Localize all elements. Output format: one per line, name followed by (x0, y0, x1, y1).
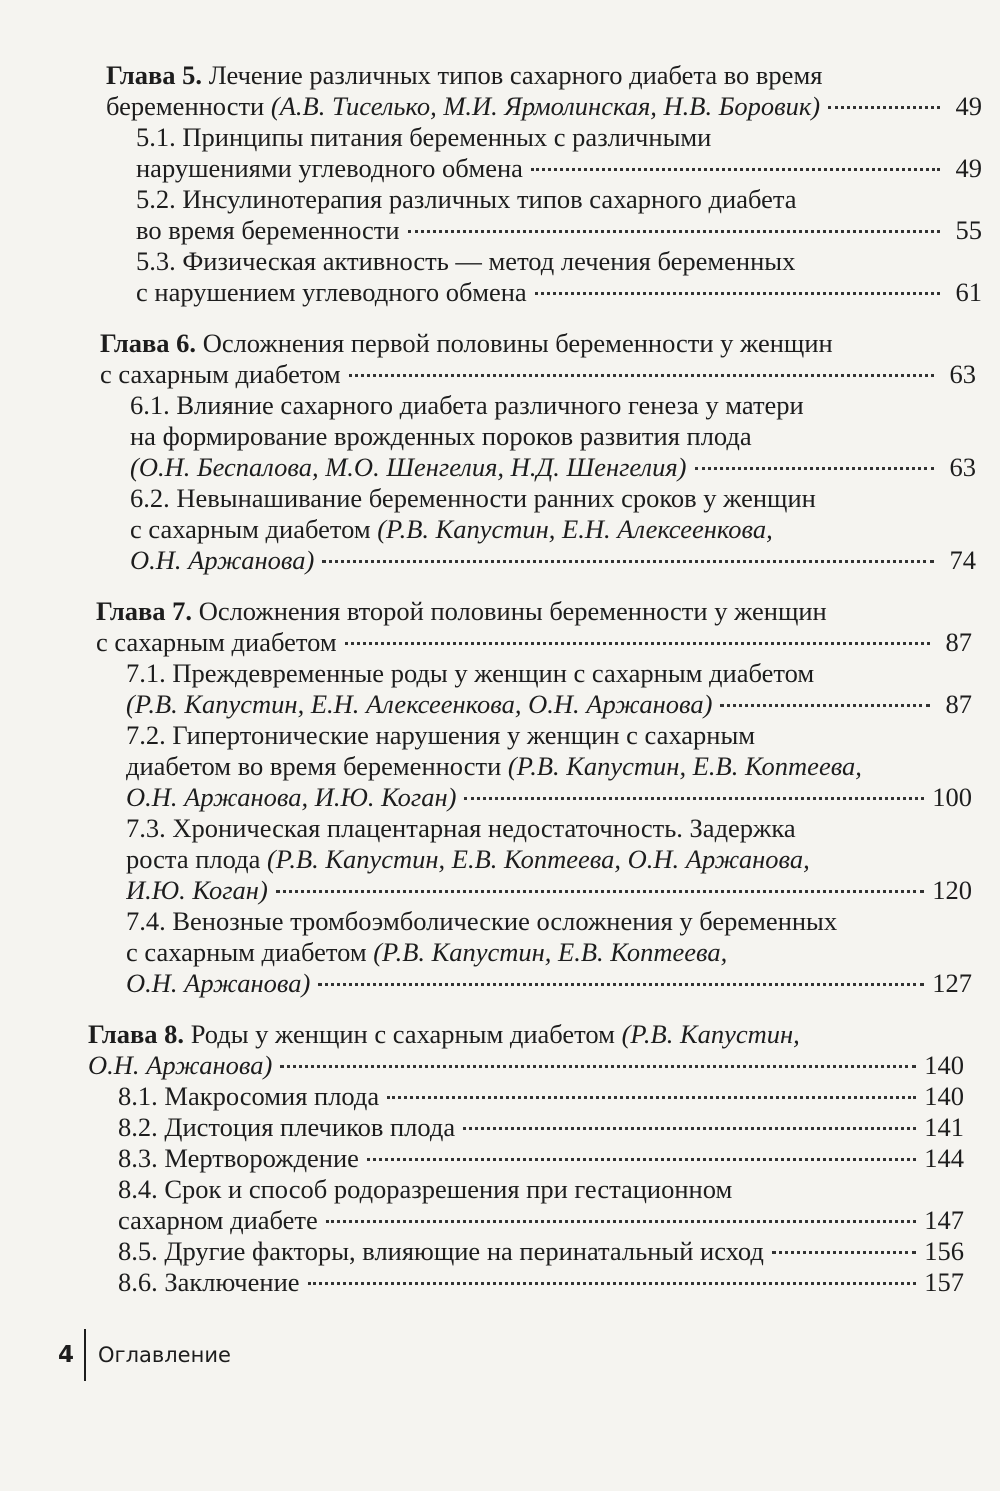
dot-leader (720, 704, 930, 707)
page-number: 49 (955, 91, 982, 121)
page-number: 55 (955, 215, 982, 245)
section-8-1[interactable]: 8.1. Макросомия плода 140 (118, 1081, 964, 1111)
page-number: 100 (932, 782, 972, 812)
section-6-2[interactable]: 6.2. Невынашивание беременности ранних сроков у женщин с сахарным диабетом (Р.В. Капустин, Е.Н. Алексеенкова, О.Н. Аржанова) 74 (130, 483, 976, 575)
dot-leader (276, 890, 924, 893)
footer-section-title: Оглавление (98, 1343, 231, 1367)
section-7-3[interactable]: 7.3. Хроническая плацентарная недостаточность. Задержка роста плода (Р.В. Капустин, Е.В. Коптеева, О.Н. Аржанова, И.Ю. Коган) 120 (126, 813, 972, 905)
page-number: 63 (949, 452, 976, 482)
section-5-2[interactable]: 5.2. Инсулинотерапия различных типов сахарного диабета во время беременности 55 (136, 184, 982, 245)
dot-leader (367, 1158, 916, 1161)
authors: О.Н. Аржанова) (130, 545, 315, 575)
dot-leader (322, 560, 934, 563)
page-number: 156 (924, 1236, 964, 1266)
authors: О.Н. Аржанова, И.Ю. Коган) (126, 782, 457, 812)
dot-leader (387, 1096, 916, 1099)
section-8-6[interactable]: 8.6. Заключение 157 (118, 1267, 964, 1297)
page-number: 74 (949, 545, 976, 575)
section-5-3[interactable]: 5.3. Физическая активность — метод лечения беременных с нарушением углеводного обмена 61 (136, 246, 982, 307)
chapter-heading (88, 1019, 964, 1050)
chapter-title: Лечение различных типов сахарного диабета во время (202, 60, 823, 90)
chapter-heading (100, 328, 976, 359)
dot-leader (463, 1127, 916, 1130)
chapter-8 (88, 1019, 964, 1298)
page-number: 140 (924, 1050, 964, 1080)
section-6-1[interactable]: 6.1. Влияние сахарного диабета различного генеза у матери на формирование врожденных пороков развития плода (О.Н. Беспалова, М.О. Шенгелия, Н.Д. Шенгелия) 63 (130, 390, 976, 482)
chapter-title: Осложнения первой половины беременности у женщин (196, 328, 833, 358)
page-number: 140 (924, 1081, 964, 1111)
chapter-5 (106, 60, 982, 308)
page-number: 127 (932, 968, 972, 998)
dot-leader (535, 292, 940, 295)
section-7-2[interactable]: 7.2. Гипертонические нарушения у женщин с сахарным диабетом во время беременности (Р.В. Капустин, Е.В. Коптеева, О.Н. Аржанова, И.Ю. Коган) 100 (126, 720, 972, 812)
chapter-6 (100, 328, 976, 576)
chapter-label: Глава 7. (96, 596, 193, 626)
toc-entry[interactable]: с сахарным диабетом 87 (96, 627, 972, 657)
page-number: 87 (945, 627, 972, 657)
authors: О.Н. Аржанова) (126, 968, 311, 998)
dot-leader (828, 106, 940, 109)
authors: (Р.В. Капустин, Е.В. Коптеева, (507, 751, 862, 781)
authors: (Р.В. Капустин, Е.Н. Алексеенкова, (377, 514, 773, 544)
page-footer (58, 1329, 231, 1381)
authors: (Р.В. Капустин, Е.Н. Алексеенкова, О.Н. Аржанова) (126, 689, 713, 719)
chapter-heading (106, 60, 982, 91)
chapter-label: Глава 8. (88, 1019, 185, 1049)
toc-entry[interactable]: с сахарным диабетом 63 (100, 359, 976, 389)
dot-leader (772, 1251, 916, 1254)
chapter-label: Глава 6. (100, 328, 197, 358)
page-number: 87 (945, 689, 972, 719)
section-7-4[interactable]: 7.4. Венозные тромбоэмболические осложнения у беременных с сахарным диабетом (Р.В. Капустин, Е.В. Коптеева, О.Н. Аржанова) 127 (126, 906, 972, 998)
dot-leader (318, 983, 924, 986)
table-of-contents (88, 60, 982, 1318)
section-8-3[interactable]: 8.3. Мертворождение 144 (118, 1143, 964, 1173)
page-number: 141 (924, 1112, 964, 1142)
dot-leader (308, 1282, 917, 1285)
page-number: 147 (924, 1205, 964, 1235)
section-7-1[interactable]: 7.1. Преждевременные роды у женщин с сахарным диабетом (Р.В. Капустин, Е.Н. Алексеенкова, О.Н. Аржанова) 87 (126, 658, 972, 719)
dot-leader (326, 1220, 917, 1223)
dot-leader (408, 230, 940, 233)
dot-leader (349, 374, 934, 377)
page-number: 157 (924, 1267, 964, 1297)
section-8-4[interactable]: 8.4. Срок и способ родоразрешения при гестационном сахарном диабете 147 (118, 1174, 964, 1235)
section-8-2[interactable]: 8.2. Дистоция плечиков плода 141 (118, 1112, 964, 1142)
dot-leader (531, 168, 940, 171)
dot-leader (695, 467, 935, 470)
chapter-7 (96, 596, 972, 999)
dot-leader (280, 1065, 916, 1068)
section-5-1[interactable]: 5.1. Принципы питания беременных с различными нарушениями углеводного обмена 49 (136, 122, 982, 183)
section-8-5[interactable]: 8.5. Другие факторы, влияющие на перинатальный исход 156 (118, 1236, 964, 1266)
page-number: 49 (955, 153, 982, 183)
authors: (О.Н. Беспалова, М.О. Шенгелия, Н.Д. Шенгелия) (130, 452, 687, 482)
authors: (Р.В. Капустин, Е.В. Коптеева, О.Н. Аржанова, (266, 844, 810, 874)
chapter-heading (96, 596, 972, 627)
toc-entry[interactable]: беременности (А.В. Тиселько, М.И. Ярмолинская, Н.В. Боровик) 49 (106, 91, 982, 121)
chapter-label: Глава 5. (106, 60, 203, 90)
dot-leader (345, 642, 930, 645)
footer-divider (84, 1329, 86, 1381)
authors: О.Н. Аржанова) (88, 1050, 273, 1080)
authors: (А.В. Тиселько, М.И. Ярмолинская, Н.В. Боровик) (270, 91, 821, 121)
page-number: 144 (924, 1143, 964, 1173)
page-number: 120 (932, 875, 972, 905)
page-number: 61 (955, 277, 982, 307)
dot-leader (464, 797, 924, 800)
authors: (Р.В. Капустин, Е.В. Коптеева, (373, 937, 728, 967)
page-number: 63 (949, 359, 976, 389)
chapter-title: Роды у женщин с сахарным диабетом (184, 1019, 622, 1049)
authors: И.Ю. Коган) (126, 875, 268, 905)
toc-entry[interactable] (88, 1050, 964, 1081)
chapter-title: Осложнения второй половины беременности у женщин (192, 596, 827, 626)
authors: (Р.В. Капустин, (621, 1019, 800, 1049)
footer-page-number: 4 (58, 1342, 75, 1368)
